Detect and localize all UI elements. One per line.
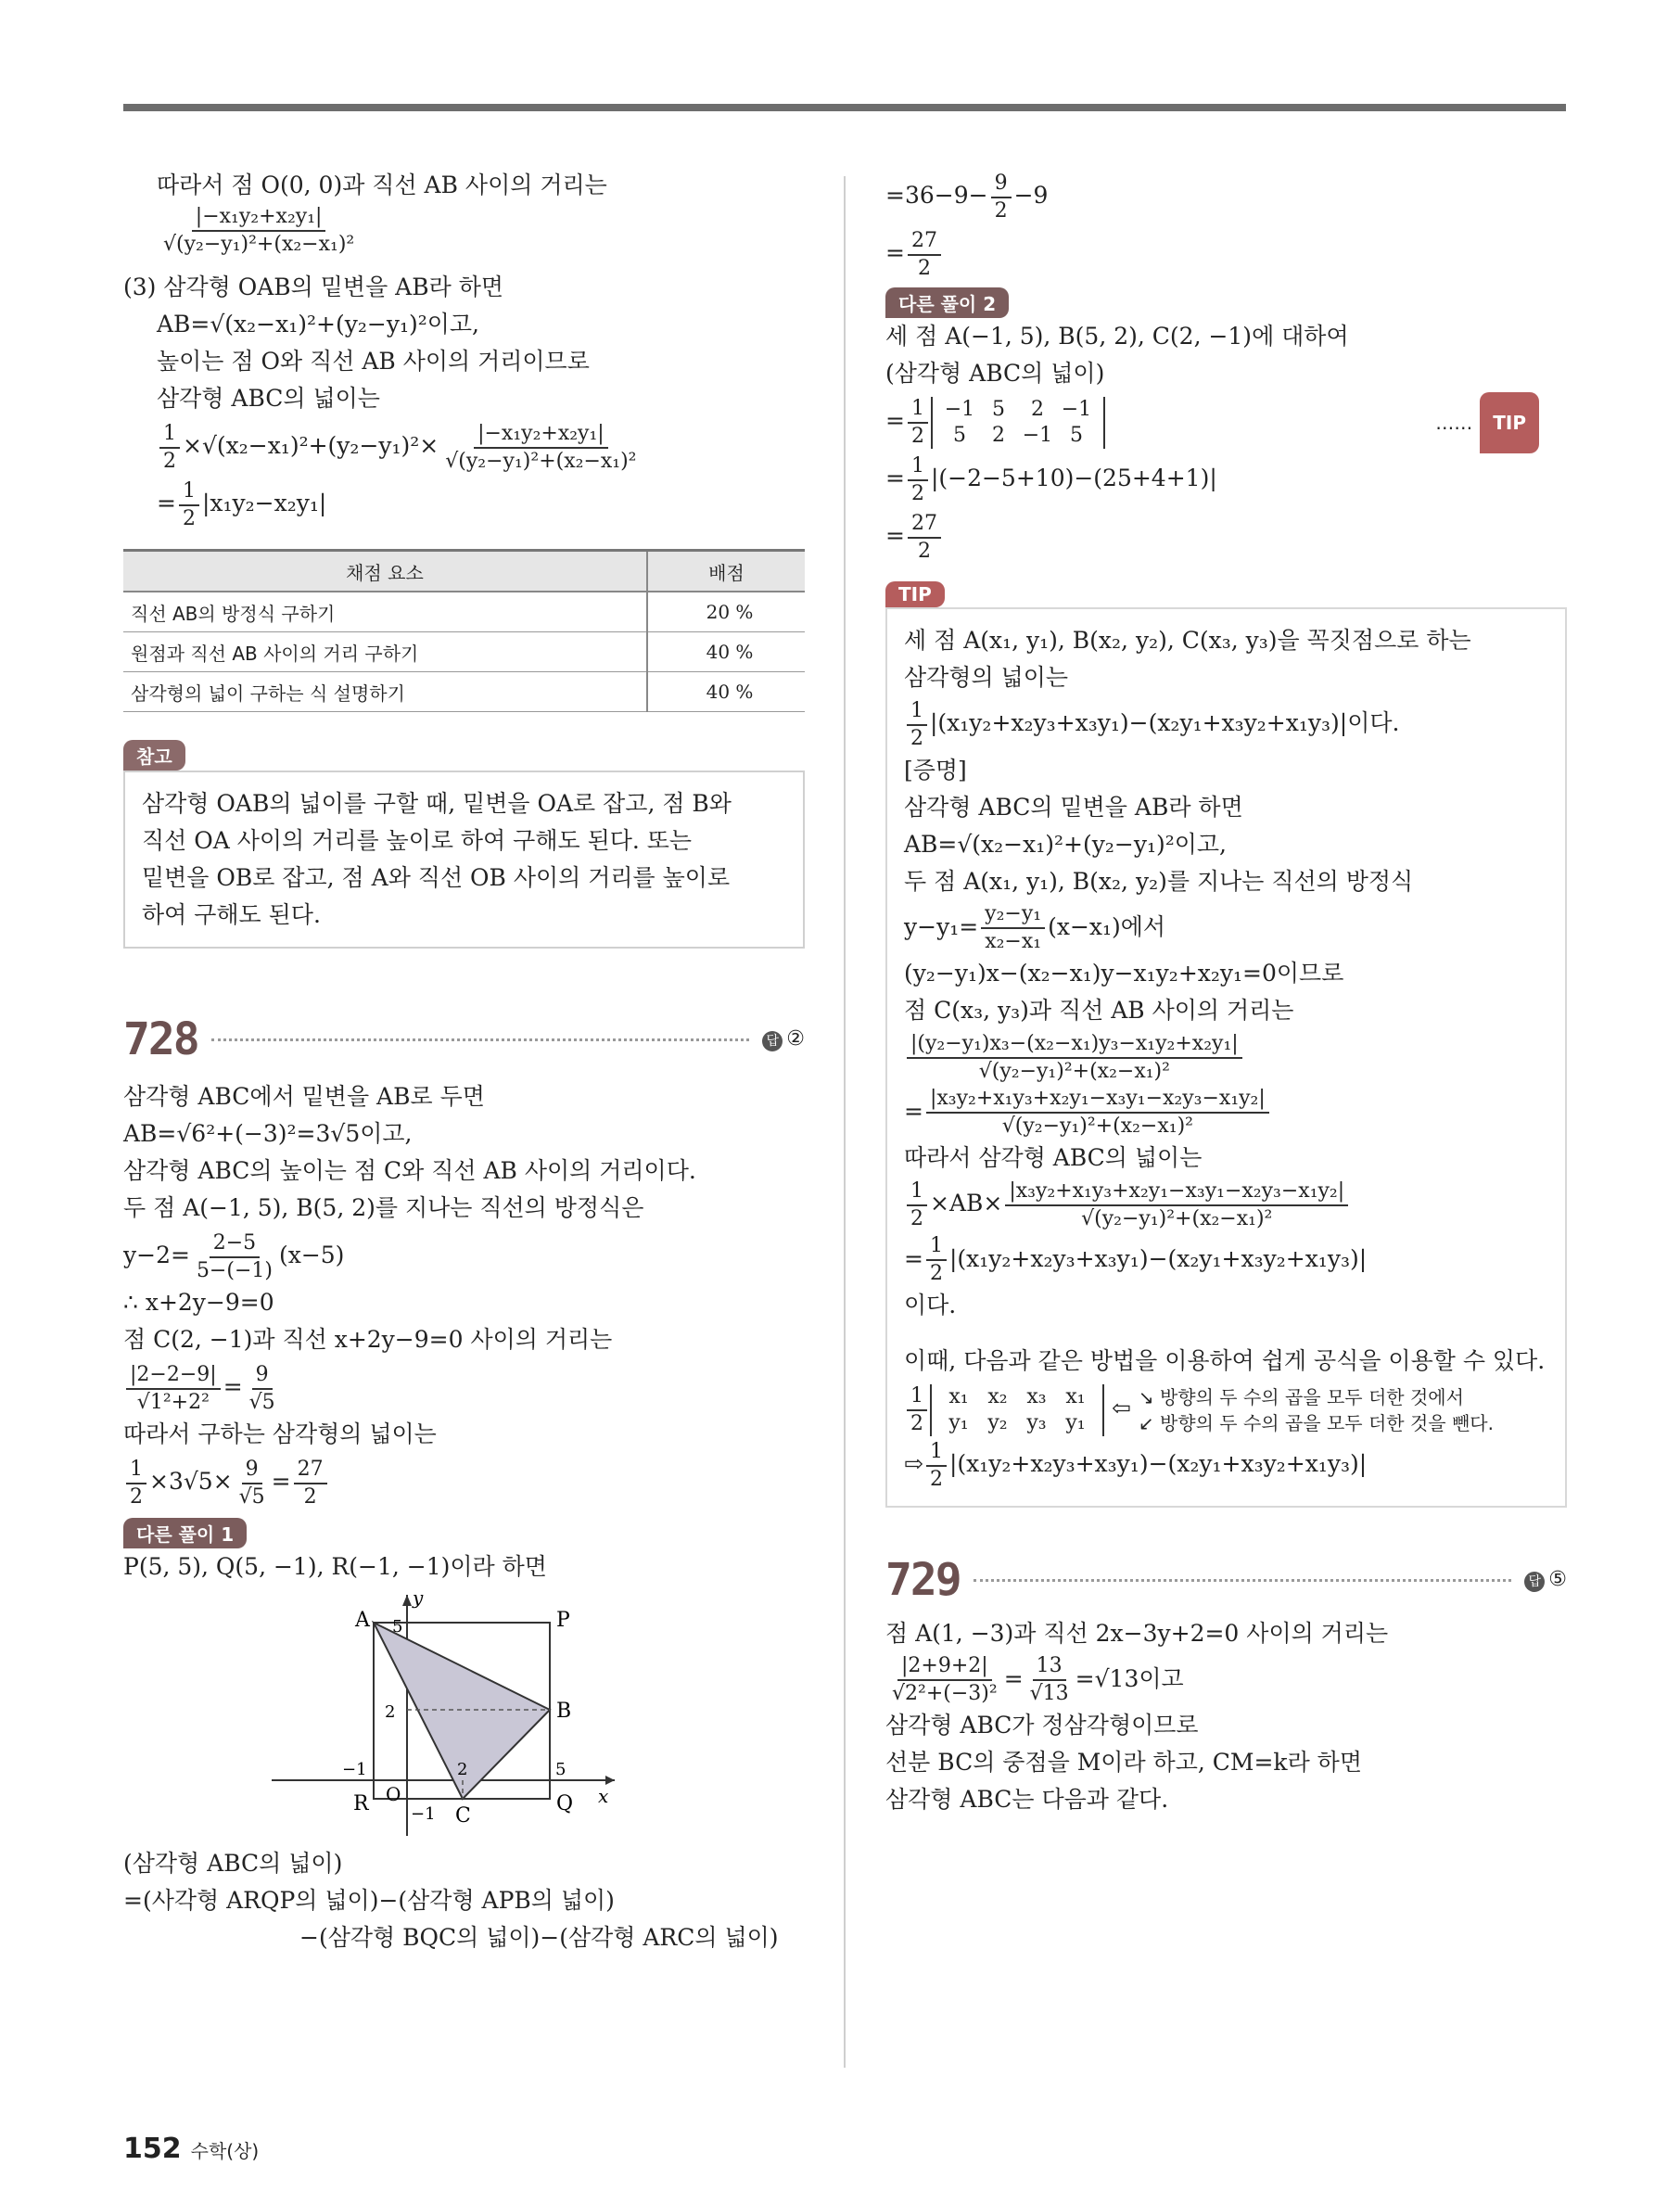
alt-solution-badge: 다른 풀이 1 [123, 1518, 247, 1548]
page-footer [123, 2133, 259, 2165]
text-line: 선분 BC의 중점을 M이라 하고, CM=k라 하면 [885, 1749, 1362, 1776]
fraction: $\frac{1}{2}$ [908, 453, 928, 507]
fraction: $\frac{13}{√13}$ [1029, 1654, 1069, 1705]
fraction: $\frac{1}{2}$ [907, 1178, 927, 1232]
formula-line: $\frac{1}{2}$ ×AB× $\frac{\text{|x₃y₂+x₁y₃+x₂y₁−x₃y₁−x₂y₃−x₁y₂|}}{\text{√(y₂−y₁)²+(x₂−x₁)²}}$ [904, 1177, 1548, 1232]
problem-number: 728 [123, 1013, 198, 1065]
fraction: $\frac{\text{y₂−y₁}}{\text{x₂−x₁}}$ [981, 901, 1045, 955]
point-label-Q: Q [556, 1792, 574, 1815]
fraction: $\frac{|2+9+2|}{\text{√2²+(−3)²}}$ [892, 1654, 998, 1705]
text-line: 세 점 A(x₁, y₁), B(x₂, y₂), C(x₃, y₃)을 꼭짓점으로 하는 [904, 627, 1471, 654]
point-label-R: R [353, 1792, 369, 1815]
left-column [123, 167, 805, 1956]
formula-line: $\frac{1}{2}$ ×√(x₂−x₁)²+(y₂−y₁)²× $\frac{\text{|−x₁y₂+x₂y₁|}}{\text{√(y₂−y₁)²+(x₂−x₁)²}}$ [123, 417, 805, 475]
alt-solution-badge: 다른 풀이 2 [885, 287, 1009, 318]
formula-line: = $\frac{1}{2}$ |(x₁y₂+x₂y₃+x₃y₁)−(x₂y₁+x₃y₂+x₁y₃)| [904, 1234, 1368, 1285]
text-line: 삼각형 ABC에서 밑변을 AB로 두면 [123, 1083, 485, 1110]
fraction: $\frac{1}{2}$ [908, 396, 928, 450]
fraction: $\frac{\text{|x₃y₂+x₁y₃+x₂y₁−x₃y₁−x₂y₃−x₁y₂|}}{\text{√(y₂−y₁)²+(x₂−x₁)²}}$ [1005, 1178, 1348, 1232]
text-line: 삼각형 ABC의 높이는 점 C와 직선 AB 사이의 거리이다. [123, 1157, 696, 1184]
note-section [123, 740, 805, 949]
leader-dots [211, 1038, 750, 1041]
text-line: 삼각형 ABC가 정삼각형이므로 [885, 1712, 1199, 1739]
problem-728-body [123, 1078, 805, 1956]
fraction: $\frac{1}{2}$ [926, 1439, 947, 1493]
right-arrow-icon: ⇨ [904, 1450, 923, 1477]
text-line: 세 점 A(−1, 5), B(5, 2), C(2, −1)에 대하여 [885, 323, 1349, 350]
fraction: $\frac{1}{2}$ [907, 698, 927, 752]
text-line: 이다. [904, 1292, 957, 1318]
text-line: −(삼각형 BQC의 넓이)−(삼각형 ARC의 넓이) [299, 1924, 779, 1951]
formula-line: = $\frac{27}{2}$ [885, 507, 1567, 565]
determinant-matrix: −1 5 2 −1 5 2 −1 5 [931, 397, 1105, 449]
problem-729-header [885, 1554, 1567, 1606]
formula-line: $\frac{|2-2-9|}{\text{√1²+2²}}$ = $\frac{9}{√5}$ [123, 1358, 805, 1416]
table-row: 삼각형의 넓이 구하는 식 설명하기 40 % [123, 672, 805, 712]
tip-badge: TIP [1480, 392, 1539, 453]
text-line: (삼각형 ABC의 넓이) [885, 360, 1105, 387]
problem-number: 729 [885, 1553, 961, 1606]
fraction: $\frac{9}{2}$ [991, 171, 1012, 224]
text-line: P(5, 5), Q(5, −1), R(−1, −1)이라 하면 [123, 1553, 547, 1580]
tick-label: 2 [457, 1760, 468, 1779]
fraction: $\frac{2-5}{5-(-1)}$ [196, 1230, 273, 1282]
text-line: 삼각형 ABC의 넓이는 [157, 385, 380, 412]
table-row: 직선 AB의 방정식 구하기 20 % [123, 592, 805, 632]
formula-line: = $\frac{1}{2}$ |(−2−5+10)−(25+4+1)| [885, 453, 1217, 505]
text-line: (y₂−y₁)x−(x₂−x₁)y−x₁y₂+x₂y₁=0이므로 [904, 960, 1344, 987]
formula-line: = $\frac{1}{2}$ −1 5 2 −1 5 2 −1 5 …… TIP [885, 392, 1567, 450]
text-line: 따라서 구하는 삼각형의 넓이는 [123, 1420, 437, 1447]
table-header: 채점 요소 [123, 551, 647, 592]
tick-label: 5 [392, 1617, 403, 1637]
note-line: 하여 구해도 된다. [142, 901, 321, 928]
fraction: $\frac{27}{2}$ [294, 1457, 327, 1510]
y-axis-label: y [413, 1586, 424, 1609]
page-number: 152 [123, 2133, 182, 2165]
answer-label-icon: 답 [1524, 1572, 1545, 1592]
text-line: ∴ x+2y−9=0 [123, 1289, 274, 1316]
formula-line [123, 204, 805, 258]
formula-line: = $\frac{\text{|x₃y₂+x₁y₃+x₂y₁−x₃y₁−x₂y₃−x₁y₂|}}{\text{√(y₂−y₁)²+(x₂−x₁)²}}$ [904, 1085, 1548, 1140]
text-line: 삼각형의 넓이는 [904, 664, 1068, 691]
formula-line: $\frac{|2+9+2|}{\text{√2²+(−3)²}}$ = $\frac{13}{√13}$ =√13이고 [885, 1652, 1567, 1708]
book-title: 수학(상) [190, 2140, 260, 2162]
text-line: =(사각형 ARQP의 넓이)−(삼각형 APB의 넓이) [123, 1887, 615, 1914]
formula-line: = $\frac{27}{2}$ [885, 224, 1567, 282]
problem-728-header [123, 1013, 805, 1065]
text-line: 점 C(x₃, y₃)과 직선 AB 사이의 거리는 [904, 997, 1294, 1024]
answer: 답 ⑤ [1524, 1568, 1567, 1592]
fraction: $\frac{\text{|−x₁y₂+x₂y₁|}}{\text{√(y₂−y₁)²+(x₂−x₁)²}}$ [163, 205, 355, 256]
text-line: 삼각형 ABC는 다음과 같다. [885, 1786, 1169, 1813]
tick-label: −1 [411, 1804, 436, 1824]
right-column [885, 167, 1567, 1818]
left-arrow-icon: ⇦ [1111, 1395, 1131, 1421]
fraction: $\frac{27}{2}$ [908, 511, 941, 565]
text-line: 삼각형 ABC의 밑변을 AB라 하면 [904, 793, 1243, 821]
text-line: AB=√6²+(−3)²=3√5이고, [123, 1120, 413, 1147]
fraction: $\frac{|2-2-9|}{\text{√1²+2²}}$ [126, 1362, 221, 1416]
coordinate-graph [123, 1586, 805, 1845]
origin-label: O [386, 1783, 401, 1805]
fraction: $\frac{27}{2}$ [908, 228, 941, 282]
scoring-table [123, 549, 805, 712]
tick-label: 5 [555, 1760, 566, 1779]
fraction: $\frac{1}{2}$ [159, 421, 180, 475]
fraction: $\frac{1}{2}$ [926, 1233, 947, 1287]
coordinate-matrix: x₁ x₂ x₃ x₁ y₁ y₂ y₃ y₁ [930, 1384, 1104, 1436]
leader-dots [974, 1578, 1512, 1582]
text-line: [증명] [904, 756, 967, 783]
problem-729-body [885, 1615, 1567, 1819]
fraction: $\frac{1}{2}$ [907, 1383, 927, 1437]
table-header: 배점 [647, 551, 805, 592]
fraction: $\frac{1}{2}$ [126, 1457, 146, 1510]
tip-reference: …… TIP [1435, 392, 1539, 453]
text-line: 두 점 A(x₁, y₁), B(x₂, y₂)를 지나는 직선의 방정식 [904, 867, 1414, 895]
formula-line: = $\frac{1}{2}$ |x₁y₂−x₂y₁| [157, 478, 327, 530]
point-label-B: B [556, 1700, 572, 1723]
top-rule [123, 104, 1566, 111]
x-axis-arrow-icon [605, 1776, 615, 1785]
tip-box [885, 607, 1567, 1508]
fraction: $\frac{\text{|(y₂−y₁)x₃−(x₂−x₁)y₃−x₁y₂+x₂y₁|}}{\text{√(y₂−y₁)²+(x₂−x₁)²}}$ [907, 1031, 1242, 1085]
text-line: 점 C(2, −1)과 직선 x+2y−9=0 사이의 거리는 [123, 1326, 613, 1353]
tip-badge: TIP [885, 581, 945, 607]
formula-line [904, 1029, 1548, 1085]
matrix-note: ↘ 방향의 두 수의 곱을 모두 더한 것에서 ↙ 방향의 두 수의 곱을 모두 더한 것을 뺀다. [1138, 1385, 1494, 1434]
formula-line: =36−9− $\frac{9}{2}$ −9 [885, 171, 1049, 223]
fraction: $\frac{9}{√5}$ [238, 1457, 265, 1509]
text-line: 높이는 점 O와 직선 AB 사이의 거리이므로 [157, 348, 590, 375]
y-axis-arrow-icon [402, 1595, 412, 1606]
note-line: 삼각형 OAB의 넓이를 구할 때, 밑변을 OA로 잡고, 점 B와 [142, 790, 732, 817]
x-axis-label: x [598, 1785, 609, 1807]
formula-line: $\frac{1}{2}$ |(x₁y₂+x₂y₃+x₃y₁)−(x₂y₁+x₃y₂+x₁y₃)|이다. [904, 696, 1548, 752]
fraction: $\frac{\text{|x₃y₂+x₁y₃+x₂y₁−x₃y₁−x₂y₃−x₁y₂|}}{\text{√(y₂−y₁)²+(x₂−x₁)²}}$ [926, 1086, 1269, 1140]
note-line: 직선 OA 사이의 거리를 높이로 하여 구해도 된다. 또는 [142, 827, 693, 854]
column-divider [844, 176, 846, 2068]
text-line: 두 점 A(−1, 5), B(5, 2)를 지나는 직선의 방정식은 [123, 1194, 644, 1221]
formula-line: y−2= $\frac{2-5}{5-(-1)}$ (x−5) [123, 1230, 345, 1282]
text-line: 점 A(1, −3)과 직선 2x−3y+2=0 사이의 거리는 [885, 1619, 1389, 1647]
formula-line: $\frac{1}{2}$ ×3√5× $\frac{9}{√5}$ = $\frac{27}{2}$ [123, 1453, 805, 1510]
point-label-P: P [556, 1609, 570, 1632]
answer-label-icon: 답 [762, 1031, 783, 1051]
text-line: (3) 삼각형 OAB의 밑변을 AB라 하면 [123, 274, 503, 300]
text-line: (삼각형 ABC의 넓이) [123, 1850, 343, 1877]
fraction: $\frac{\text{|−x₁y₂+x₂y₁|}}{\text{√(y₂−y₁)²+(x₂−x₁)²}}$ [445, 421, 637, 473]
fraction: $\frac{1}{2}$ [179, 478, 199, 532]
formula-line: ⇨ $\frac{1}{2}$ |(x₁y₂+x₂y₃+x₃y₁)−(x₂y₁+x₃y₂+x₁y₃)| [904, 1439, 1368, 1491]
text-line: AB=√(x₂−x₁)²+(y₂−y₁)²이고, [157, 311, 479, 338]
point-label-C: C [455, 1804, 471, 1828]
note-line: 밑변을 OB로 잡고, 점 A와 직선 OB 사이의 거리를 높이로 [142, 864, 731, 891]
text-line: AB=√(x₂−x₁)²+(y₂−y₁)²이고, [904, 830, 1227, 858]
text-line: 이때, 다음과 같은 방법을 이용하여 쉽게 공식을 이용할 수 있다. [904, 1347, 1546, 1374]
tip-section [885, 581, 1567, 1508]
note-badge: 참고 [123, 740, 185, 771]
formula-line [904, 1380, 1548, 1437]
tick-label: 2 [385, 1702, 396, 1722]
text-line: 따라서 점 O(0, 0)과 직선 AB 사이의 거리는 [157, 172, 607, 198]
table-row: 원점과 직선 AB 사이의 거리 구하기 40 % [123, 632, 805, 672]
point-label-A: A [355, 1609, 370, 1632]
text-line: 따라서 삼각형 ABC의 넓이는 [904, 1144, 1203, 1171]
note-box [123, 771, 805, 949]
formula-line: y−y₁= $\frac{\text{y₂−y₁}}{\text{x₂−x₁}}$ (x−x₁)에서 [904, 902, 1166, 953]
tick-label: −1 [342, 1760, 367, 1779]
fraction: $\frac{9}{√5}$ [248, 1362, 275, 1414]
answer: 답 ② [762, 1027, 805, 1051]
